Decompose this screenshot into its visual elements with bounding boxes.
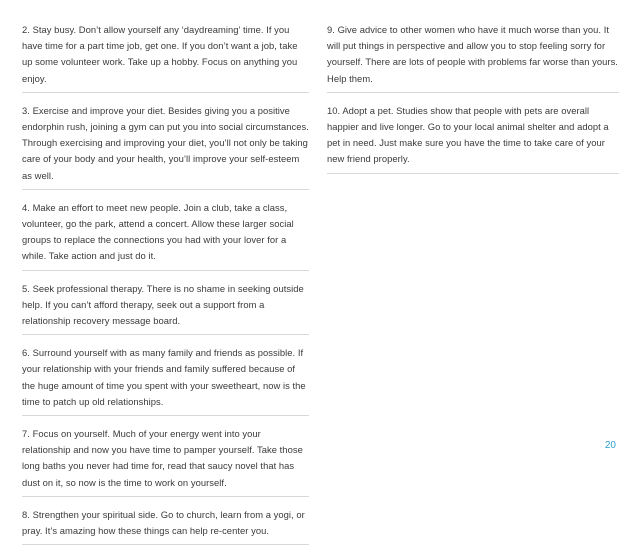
tip-7: 7. Focus on yourself. Much of your energy went into your relationship and now you have time to pamper yourself. Take those long baths you never had time for, read that saucy novel that has dust on it, so now is the time to work on yourself. [22, 426, 309, 497]
right-column [327, 22, 619, 184]
tip-6: 6. Surround yourself with as many family and friends as possible. If your relationship with your friends and family suffered because of the huge amount of time you spent with your sweetheart, now is the time to patch up old relationships. [22, 345, 309, 416]
tip-5: 5. Seek professional therapy. There is no shame in seeking outside help. If you can’t afford therapy, seek out a support from a relationship recovery message board. [22, 281, 309, 336]
tip-10: 10. Adopt a pet. Studies show that people with pets are overall happier and live longer. Go to your local animal shelter and adopt a pet in need. Just make sure you have the time to take care of your new friend properly. [327, 103, 619, 174]
tip-2: 2. Stay busy. Don’t allow yourself any ‘daydreaming’ time. If you have time for a part time job, get one. If you don’t want a job, take up some volunteer work. Take up a hobby. Focus on anything you enjoy. [22, 22, 309, 93]
left-column [22, 22, 309, 555]
tip-4: 4. Make an effort to meet new people. Join a club, take a class, volunteer, go the park, attend a concert. Allow these larger social groups to replace the connections you had with your lover for a while. Take action and just do it. [22, 200, 309, 271]
page-number: 20 [604, 440, 616, 451]
tip-3: 3. Exercise and improve your diet. Besides giving you a positive endorphin rush, joining a gym can put you into social circumstances. Through exercising and improving your diet, you’ll not only be taking care of your body and your health, you’ll improve your self-esteem as well. [22, 103, 309, 190]
tip-9: 9. Give advice to other women who have it much worse than you. It will put things in perspective and allow you to stop feeling sorry for yourself. There are lots of people with problems far worse than yours. Help them. [327, 22, 619, 93]
tip-8: 8. Strengthen your spiritual side. Go to church, learn from a yogi, or pray. It’s amazing how these things can help re-center you. [22, 507, 309, 545]
